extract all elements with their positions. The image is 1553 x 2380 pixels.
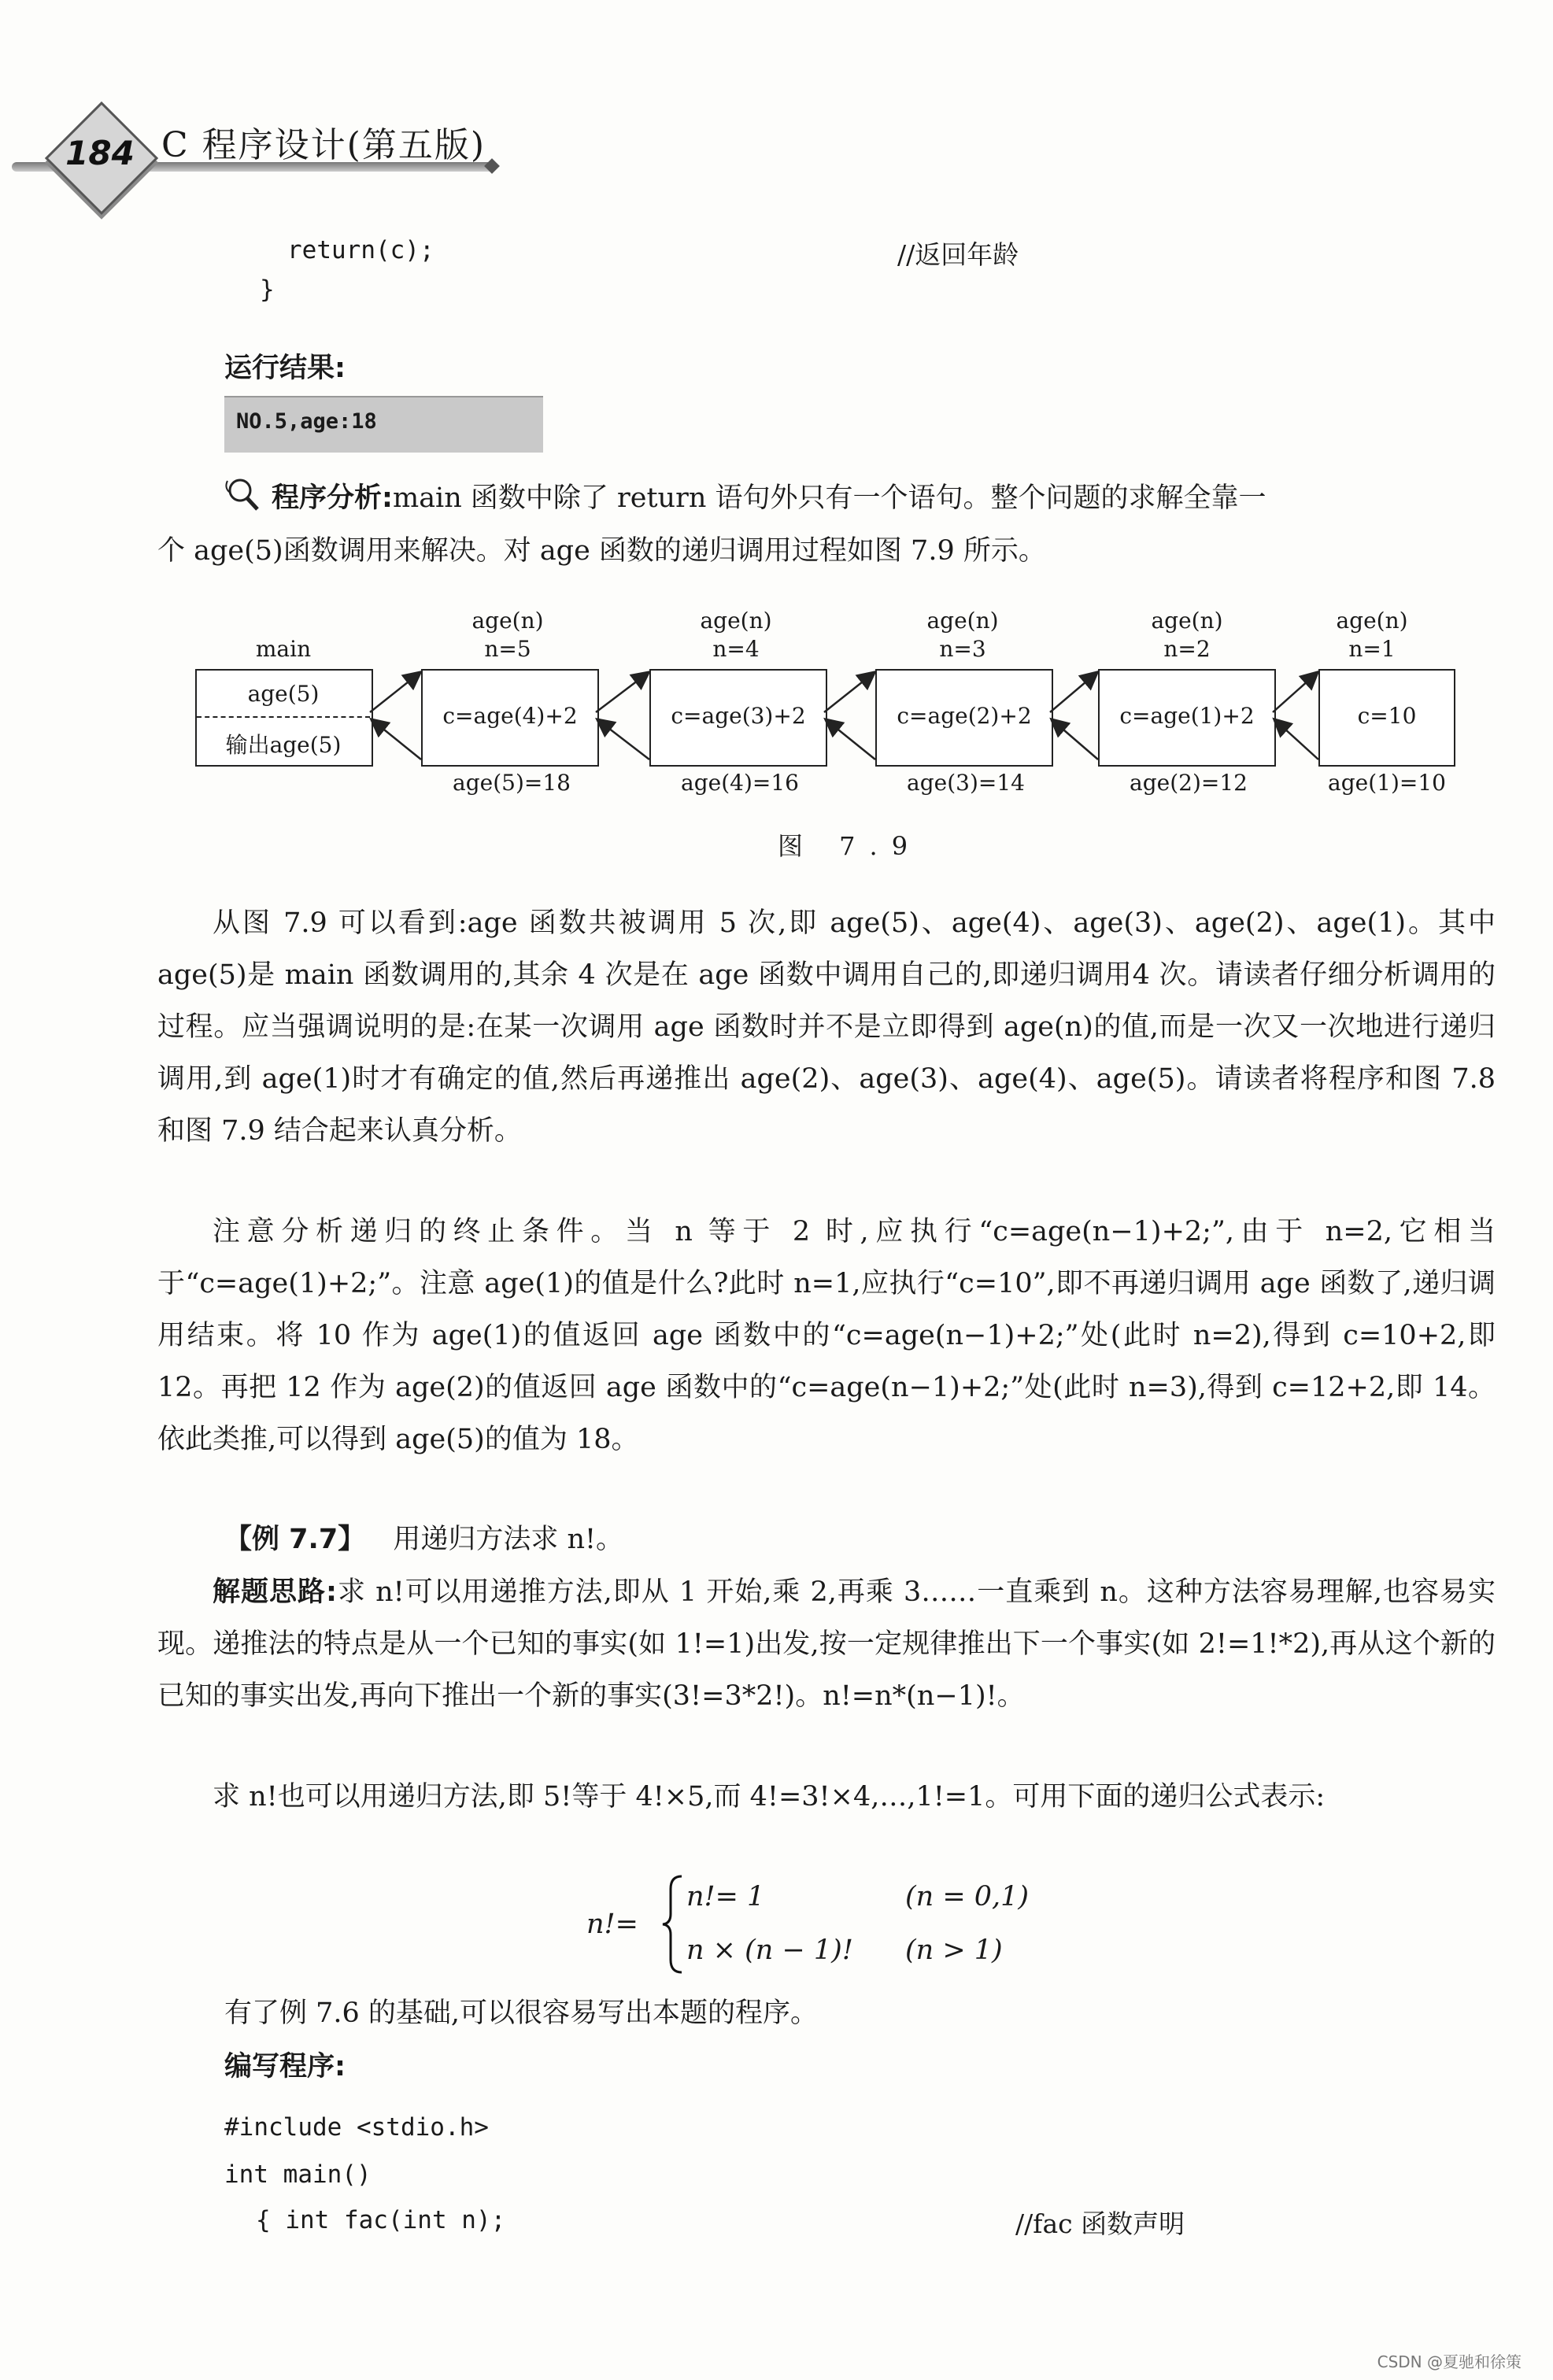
call-3-body: c=age(2)+2 bbox=[897, 703, 1032, 729]
code-fac-decl: { int fac(int n); bbox=[256, 2206, 506, 2234]
call-3-n: n=3 bbox=[939, 636, 986, 662]
formula-case-2: n × (n − 1)! bbox=[686, 1935, 853, 1966]
code-fac-comment: //fac 函数声明 bbox=[1015, 2208, 1185, 2239]
example-heading bbox=[224, 1517, 623, 1557]
write-program-heading: 编写程序: bbox=[224, 2051, 346, 2082]
formula-lhs: n!= bbox=[586, 1909, 638, 1940]
call-1-name: age(n) bbox=[471, 608, 544, 634]
analysis-label: 程序分析: bbox=[272, 482, 393, 514]
page-number: 184 bbox=[65, 134, 135, 172]
call-4-n: n=2 bbox=[1163, 636, 1211, 662]
call-5-body: c=10 bbox=[1357, 703, 1417, 729]
call-3-name: age(n) bbox=[926, 608, 999, 634]
output-text: NO.5,age:18 bbox=[236, 409, 377, 434]
call-4-body: c=age(1)+2 bbox=[1119, 703, 1255, 729]
basis-paragraph: 有了例 7.6 的基础,可以很容易写出本题的程序。 bbox=[224, 1998, 819, 2029]
code-main: int main() bbox=[224, 2160, 372, 2189]
paragraph-1: 从图 7.9 可以看到:age 函数共被调用 5 次,即 age(5)、age(4)、age(3)、age(2)、age(1)。其中 age(5)是 main 函数调用的,其余 4 次是在 age 函数中调用自己的,即递归调用4 次。请读者仔细分析调用的过程。应当强调说明的是:在某一次调用 age 函数时并不是立即得到 age(n)的值,而是一次又一次地进行递归调用,到 age(1)时才有确定的值,然后再递推出 age(2)、age(3)、age(4)、age(5)。请读者将程序和图 7.8 和图 7.9 结合起来认真分析。 bbox=[157, 907, 1496, 1147]
book-title: C 程序设计(第五版) bbox=[161, 125, 486, 165]
code-line-brace: } bbox=[260, 275, 275, 304]
formula-brace bbox=[661, 1873, 685, 1975]
code-comment-return: //返回年龄 bbox=[897, 239, 1019, 270]
watermark: CSDN @夏驰和徐策 bbox=[1377, 2352, 1522, 2371]
run-result-heading: 运行结果: bbox=[224, 353, 346, 384]
diagram-connectors bbox=[0, 0, 1553, 866]
call-2-n: n=4 bbox=[712, 636, 760, 662]
main-output: 输出age(5) bbox=[225, 732, 342, 758]
call-3-return: age(3)=14 bbox=[907, 770, 1025, 796]
call-5-n: n=1 bbox=[1348, 636, 1396, 662]
code-include: #include <stdio.h> bbox=[224, 2113, 489, 2142]
call-4-return: age(2)=12 bbox=[1130, 770, 1248, 796]
call-2-body: c=age(3)+2 bbox=[671, 703, 806, 729]
formula-cond-1: (n = 0,1) bbox=[905, 1881, 1030, 1913]
example-label: 【例 7.7】 bbox=[224, 1524, 366, 1555]
solution-text: 求 n!可以用递推方法,即从 1 开始,乘 2,再乘 3……一直乘到 n。这种方法容易理解,也容易实现。递推法的特点是从一个已知的事实(如 1!=1)出发,按一定规律推出下一个事实(如 2!=1!*2),再从这个新的已知的事实出发,再向下推出一个新的事实(3!=3*2!)。n!=n*(n−1)!。 bbox=[157, 1576, 1496, 1712]
code-line-return: return(c); bbox=[287, 236, 434, 264]
solution-label: 解题思路: bbox=[213, 1576, 337, 1608]
main-call: age(5) bbox=[247, 681, 320, 707]
solution-paragraph bbox=[157, 1566, 1496, 1722]
call-5-name: age(n) bbox=[1336, 608, 1408, 634]
call-1-return: age(5)=18 bbox=[453, 770, 571, 796]
recursion-paragraph: 求 n!也可以用递归方法,即 5!等于 4!×5,而 4!=3!×4,…,1!=1。可用下面的递归公式表示: bbox=[213, 1781, 1326, 1813]
figure-caption: 图 7.9 bbox=[778, 831, 923, 861]
call-2-return: age(4)=16 bbox=[681, 770, 799, 796]
analysis-text-1: main 函数中除了 return 语句外只有一个语句。整个问题的求解全靠一 bbox=[393, 482, 1266, 514]
analysis-text-2: 个 age(5)函数调用来解决。对 age 函数的递归调用过程如图 7.9 所示。 bbox=[157, 535, 1046, 567]
call-5-return: age(1)=10 bbox=[1328, 770, 1446, 796]
example-title: 用递归方法求 n!。 bbox=[393, 1524, 624, 1555]
call-4-name: age(n) bbox=[1151, 608, 1223, 634]
paragraph-2: 注意分析递归的终止条件。当 n 等于 2 时,应执行“c=age(n−1)+2;”,由于 n=2,它相当于“c=age(1)+2;”。注意 age(1)的值是什么?此时 n=1,应执行“c=10”,即不再递归调用 age 函数了,递归调用结束。将 10 作为 age(1)的值返回 age 函数中的“c=age(n−1)+2;”处(此时 n=2),得到 c=10+2,即 12。再把 12 作为 age(2)的值返回 age 函数中的“c=age(n−1)+2;”处(此时 n=3),得到 c=12+2,即 14。依此类推,可以得到 age(5)的值为 18。 bbox=[157, 1216, 1496, 1455]
formula-cond-2: (n > 1) bbox=[905, 1935, 1003, 1966]
main-label: main bbox=[255, 636, 312, 662]
call-1-body: c=age(4)+2 bbox=[442, 703, 578, 729]
call-2-name: age(n) bbox=[700, 608, 772, 634]
call-1-n: n=5 bbox=[484, 636, 531, 662]
formula-case-1: n!= 1 bbox=[686, 1881, 765, 1913]
